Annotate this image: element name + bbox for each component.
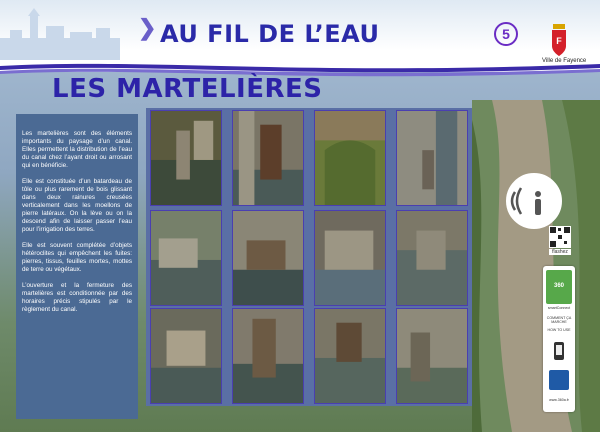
contactless-info-icon — [505, 172, 563, 230]
main-title: AU FIL DE L’EAU — [160, 20, 380, 48]
svg-text:F: F — [556, 36, 562, 46]
station-number-badge: 5 — [494, 22, 518, 46]
photo-water-gate-1 — [150, 110, 222, 206]
town-crest-icon — [551, 24, 567, 56]
photo-water-gate-11 — [314, 308, 386, 404]
photo-water-gate-5 — [150, 210, 222, 306]
paragraph-4: L’ouverture et la fermeture des martelières est conditionnée par des horaires précis stipulés par le règlement du canal. — [22, 282, 132, 313]
paragraph-2: Elle est constituée d’un batardeau de tôle ou plus rarement de bois glissant dans deux rainures creusées verticalement dans les moellons de pierre latéraux. On la lève ou on la descend afin de laisser passer l’eau pour l’irrigation des terres. — [22, 178, 132, 233]
photo-water-gate-2 — [232, 110, 304, 206]
photo-water-gate-7 — [314, 210, 386, 306]
smartconnect-card[interactable] — [543, 266, 575, 412]
card-sub: smartConnect — [547, 306, 571, 310]
photo-water-gate-4 — [396, 110, 468, 206]
qr-caption: flashez — [549, 249, 571, 255]
card-brand: 360 — [553, 283, 564, 289]
section-title: LES MARTELIÈRES — [52, 74, 323, 104]
description-panel — [16, 114, 138, 419]
card-url: www.360a.fr — [549, 398, 569, 402]
photo-water-gate-10 — [232, 308, 304, 404]
photo-water-gate-6 — [232, 210, 304, 306]
nfc-logo-icon — [549, 370, 569, 390]
title-chevron-icon: ❯ — [138, 15, 157, 40]
village-skyline-icon — [0, 8, 120, 60]
photo-water-gate-3 — [314, 110, 386, 206]
photo-water-gate-8 — [396, 210, 468, 306]
canal-path-background — [472, 100, 600, 432]
phone-scan-icon — [548, 340, 570, 362]
qr-code-icon[interactable] — [549, 226, 571, 248]
card-how: COMMENT ÇA MARCHE — [546, 316, 572, 324]
photo-water-gate-12 — [396, 308, 468, 404]
paragraph-1: Les martelières sont des éléments importants du paysage d’un canal. Elles permettent la distribution de l’eau du canal chez l’ayant droit ou arrosant qui en bénéficie. — [22, 130, 132, 169]
photo-water-gate-9 — [150, 308, 222, 404]
photo-grid — [146, 108, 472, 406]
card-how-en: HOW TO USE — [547, 328, 571, 332]
town-name-label: Ville de Fayence — [542, 58, 587, 64]
paragraph-3: Elle est souvent complétée d’objets hétéroclites qui empêchent les fuites: pierres, tissus, feuilles mortes, mottes de terre ou végétaux. — [22, 242, 132, 273]
